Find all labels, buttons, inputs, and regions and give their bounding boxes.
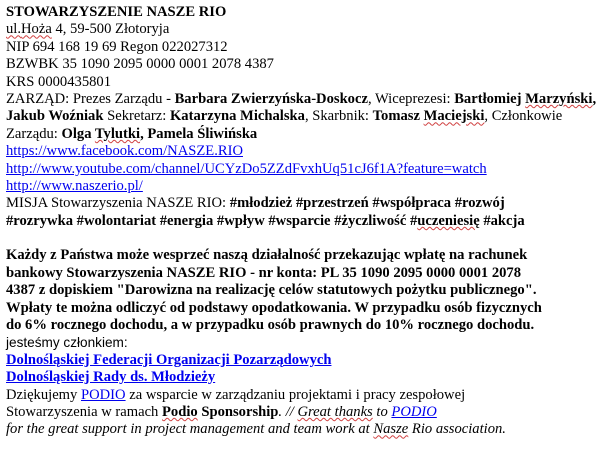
facebook-link[interactable]: https://www.facebook.com/NASZE.RIO bbox=[6, 143, 243, 160]
donation-text-5: do 6% rocznego dochodu, a w przypadku osób prawnych do 10% rocznego dochodu. bbox=[6, 316, 535, 333]
thanks-line-2 bbox=[6, 404, 611, 421]
membership-intro: jesteśmy członkiem: bbox=[6, 335, 128, 351]
donation-line-3 bbox=[6, 282, 611, 299]
board-sep2: , bbox=[140, 125, 148, 142]
board-president: Barbara Zwierzyńska-Doskocz bbox=[174, 91, 368, 108]
mission-line-2 bbox=[6, 213, 611, 230]
donation-line-1 bbox=[6, 247, 611, 264]
board-treasurer-first: Tomasz bbox=[372, 108, 420, 125]
krs-line: KRS 0000435801 bbox=[6, 73, 112, 90]
federation-link[interactable]: Dolnośląskiej Federacji Organizacji Pozarządowych bbox=[6, 351, 332, 368]
donation-text-1: Każdy z Państwa może wesprzeć naszą działalność przekazując wpłatę na rachunek bbox=[6, 247, 528, 264]
great-thanks: Great thanks bbox=[297, 403, 373, 420]
nip-regon-line: NIP 694 168 19 69 Regon 022027312 bbox=[6, 38, 228, 55]
mission-tags-2b: uczeniesię bbox=[417, 212, 480, 229]
board-vice1-last: Marzyński bbox=[525, 91, 593, 108]
thanks-text-b: za wsparcie w zarządzaniu projektami i pracy zespołowej bbox=[125, 386, 466, 403]
document-body bbox=[6, 4, 611, 439]
mission-line-1 bbox=[6, 195, 611, 212]
board-secretary-label: Sekretarz: bbox=[103, 108, 170, 125]
mission-tags-2a: #rozrywka #wolontariat #energia #wpływ #wsparcie #życzliwość # bbox=[6, 212, 418, 229]
podio-link-1[interactable]: PODIO bbox=[80, 386, 126, 403]
thanks-en-b: Rio association. bbox=[408, 421, 506, 438]
board-members-label: , Członkowie Zarządu: bbox=[6, 108, 563, 142]
podio-link-2[interactable]: PODIO bbox=[391, 403, 437, 420]
board-member1-last: Tylutki bbox=[94, 125, 141, 142]
board-treasurer-label: , Skarbnik: bbox=[304, 108, 373, 125]
bank-line: BZWBK 35 1090 2095 0000 0001 2078 4387 bbox=[6, 56, 274, 73]
street-abbrev: ul. bbox=[6, 21, 21, 38]
board-vice1-first: Bartłomiej bbox=[454, 91, 522, 108]
board-paragraph bbox=[6, 91, 611, 143]
donation-line-5 bbox=[6, 317, 611, 334]
thanks-text-a: Dziękujemy bbox=[6, 386, 81, 403]
board-member2: Pamela Śliwińska bbox=[147, 125, 258, 142]
board-vice2: Jakub Woźniak bbox=[6, 108, 104, 125]
board-prefix: ZARZĄD: Prezes Zarządu - bbox=[6, 91, 175, 108]
street-rest: 4, 59-500 Złotoryja bbox=[51, 21, 170, 38]
spacer bbox=[6, 230, 611, 247]
thanks-line-3 bbox=[6, 421, 611, 438]
board-member1-first: Olga bbox=[61, 125, 95, 142]
donation-line-2 bbox=[6, 265, 611, 282]
mission-tags-2c: #akcja bbox=[479, 212, 525, 229]
donation-text-4: Wpłaty te można odliczyć od podstawy opodatkowania. W przypadku osób fizycznych bbox=[6, 299, 542, 316]
board-treasurer-last: Maciejski bbox=[423, 108, 485, 125]
mission-tags-1: #młodzież #przestrzeń #współpraca #rozwój bbox=[229, 195, 505, 212]
org-name-line bbox=[6, 4, 611, 21]
board-vice-label: , Wiceprezesi: bbox=[367, 91, 455, 108]
org-name: STOWARZYSZENIE NASZE RIO bbox=[6, 4, 227, 20]
thanks-text-d: . // bbox=[278, 403, 298, 420]
thanks-en-nasze: Nasze bbox=[373, 421, 409, 438]
thanks-line-1 bbox=[6, 387, 611, 404]
donation-text-2: bankowy Stowarzyszenia NASZE RIO - nr konta: PL 35 1090 2095 0000 0001 2078 bbox=[6, 264, 522, 281]
address-line bbox=[6, 21, 611, 38]
donation-text-3: 4387 z dopiskiem "Darowizna na realizację celów statutowych pożytku publicznego". bbox=[6, 282, 537, 299]
sponsorship-rest: Sponsorship bbox=[197, 403, 279, 420]
board-secretary: Katarzyna Michalska bbox=[169, 108, 305, 125]
youtube-link[interactable]: http://www.youtube.com/channel/UCYzDo5ZZdFvxhUq51cJ6f1A?feature=watch bbox=[6, 160, 487, 177]
thanks-text-e: to bbox=[372, 403, 392, 420]
thanks-text-c: Stowarzyszenia w ramach bbox=[6, 403, 163, 420]
board-sep1: , bbox=[592, 91, 597, 108]
website-link[interactable]: http://www.naszerio.pl/ bbox=[6, 178, 143, 195]
thanks-en-a: for the great support in project management and team work at bbox=[6, 421, 374, 438]
mission-label: MISJA Stowarzyszenia NASZE RIO: bbox=[6, 195, 230, 212]
street-name: Hoża bbox=[21, 21, 52, 38]
council-link[interactable]: Dolnośląskiej Rady ds. Młodzieży bbox=[6, 369, 216, 386]
donation-line-4 bbox=[6, 300, 611, 317]
sponsorship-podio: Podio bbox=[162, 403, 198, 420]
